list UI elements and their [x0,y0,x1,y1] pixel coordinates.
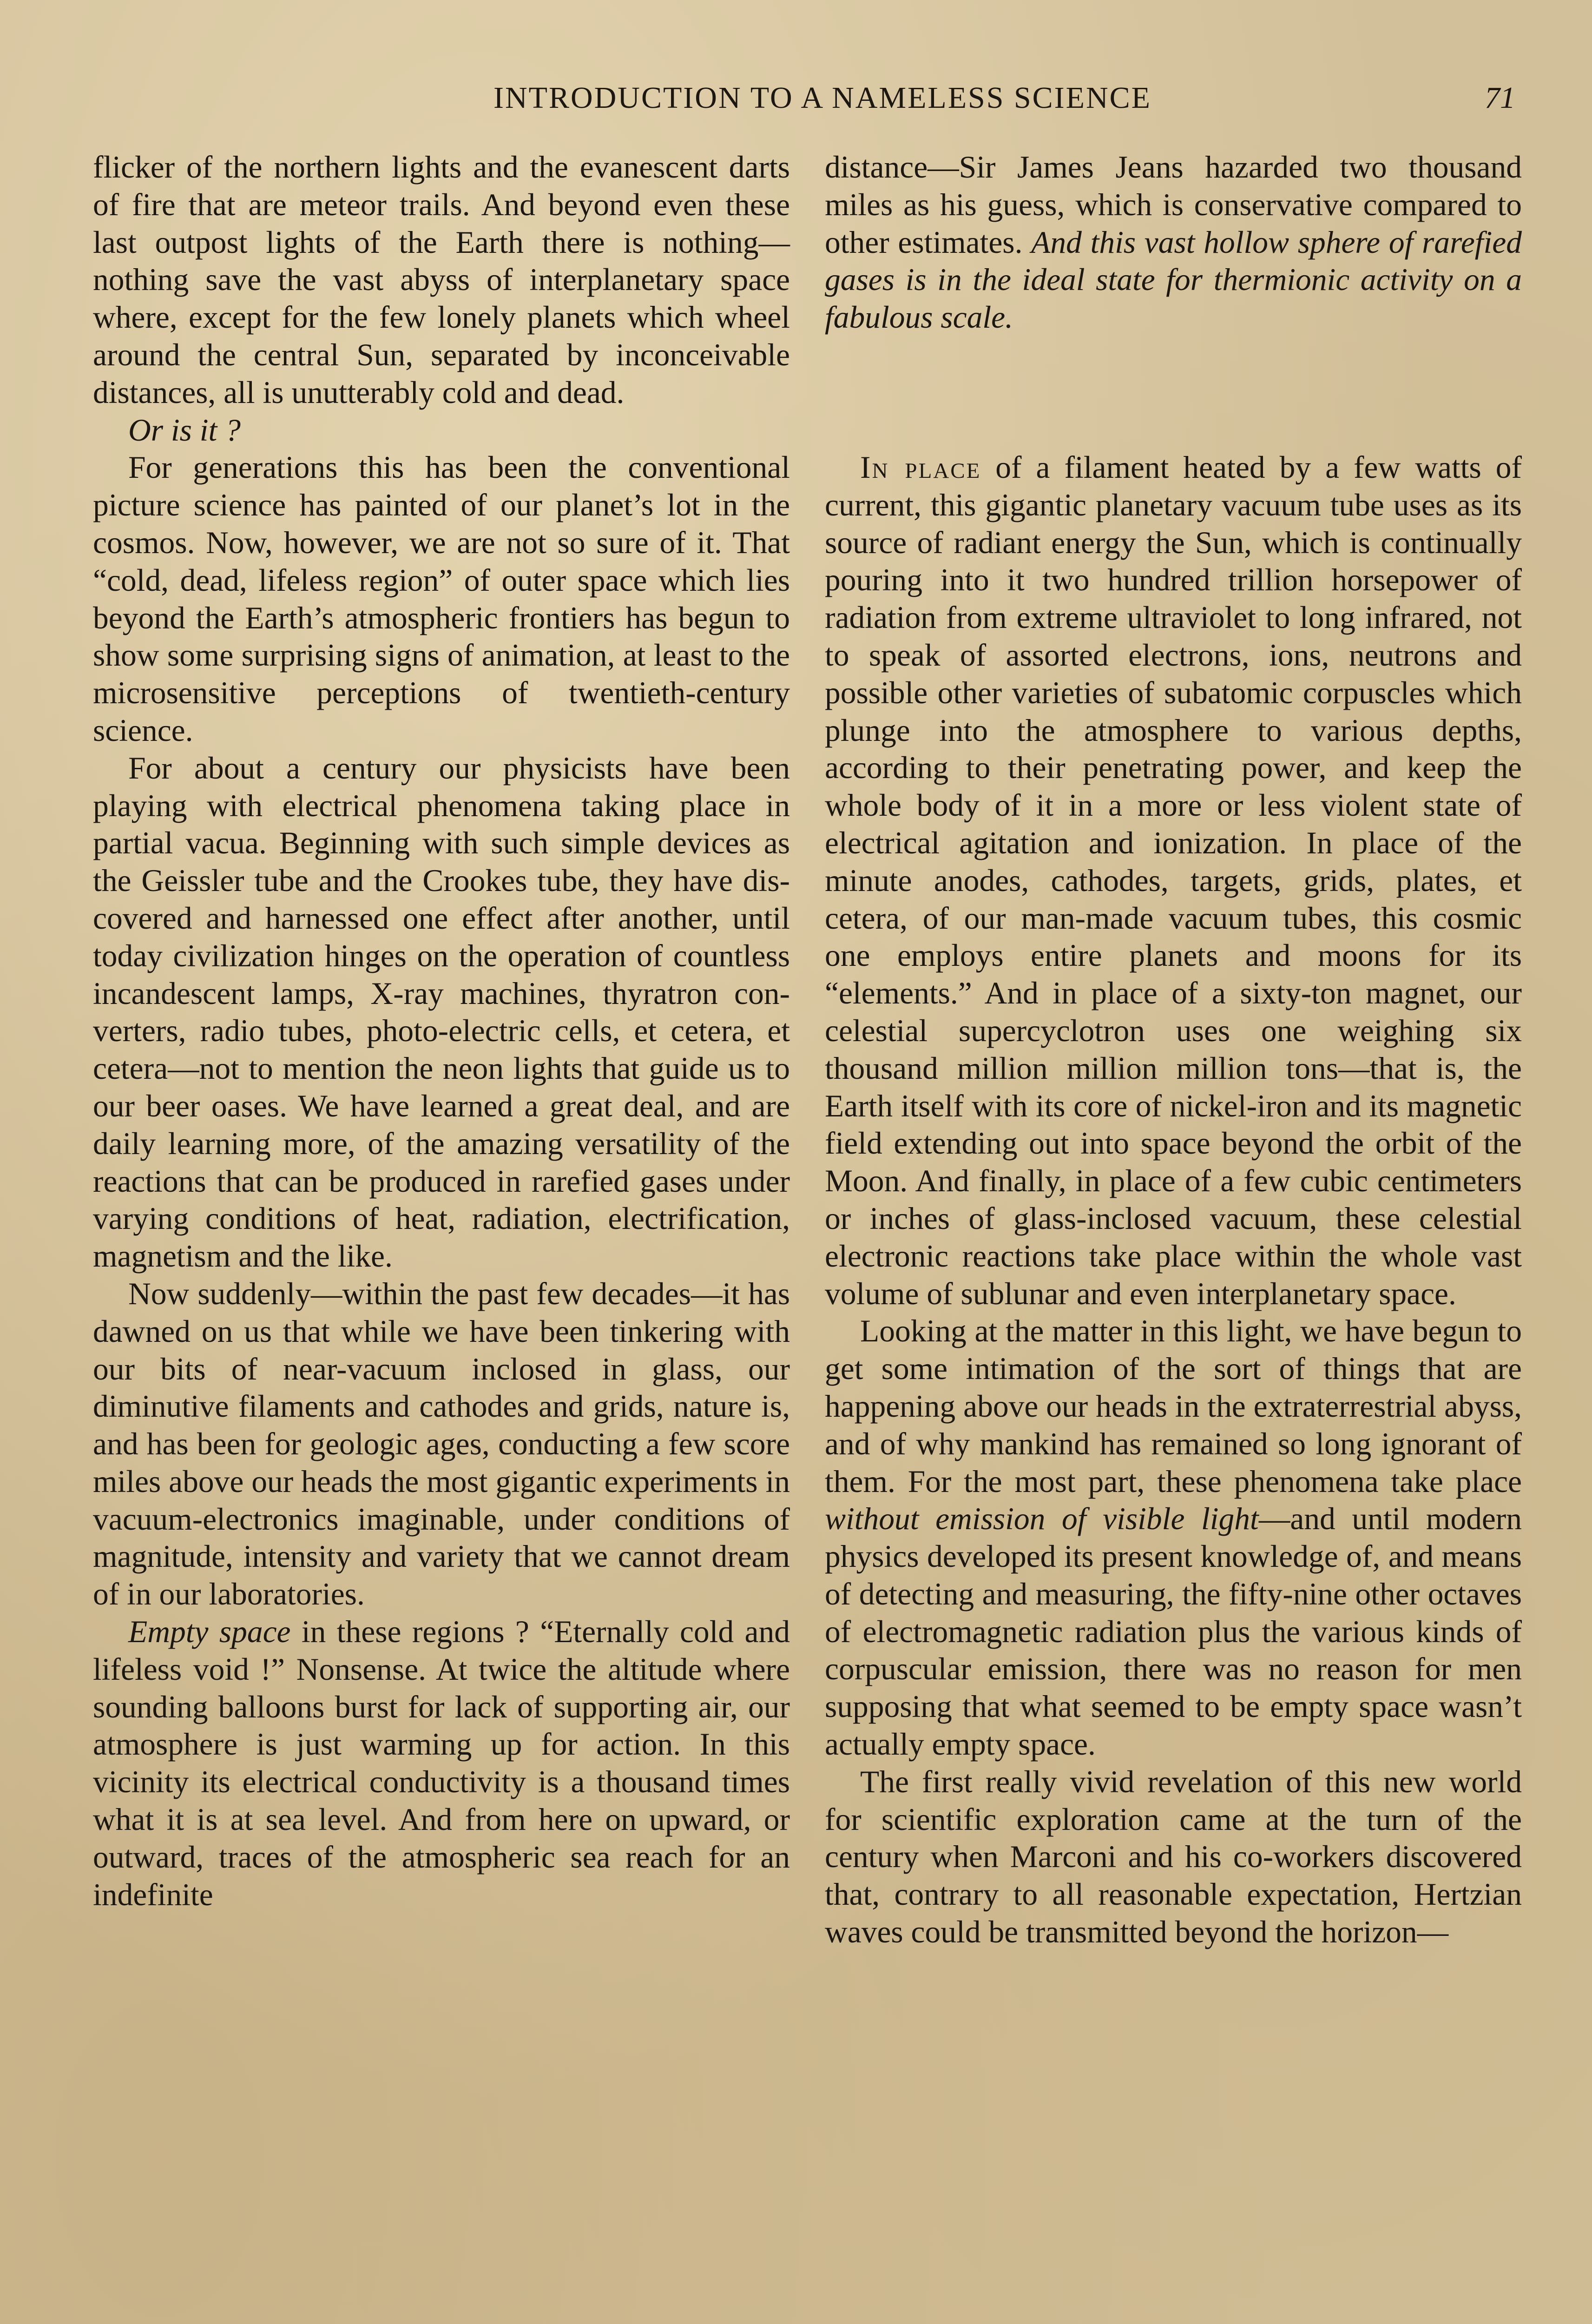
running-head-title: INTRODUCTION TO A NAMELESS SCIENCE [493,81,1151,115]
paragraph: For about a century our physicists have been playing with electrical phenomena taking place in partial vacua. Beginning with such simple devices as the Geissler tube and the Crookes tube, they have discovered and harnessed one effect after another, until today civilization hinges on the operation of countless incandescent lamps, X-ray machines, thyratron converters, radio tubes, photo-electric cells, et cetera, et cetera—not to mention the neon lights that guide us to our beer oases. We have learned a great deal, and are daily learning more, of the amazing versatility of the reactions that can be produced in rarefied gases under varying conditions of heat, radiation, electrification, magnetism and the like. [93,750,790,1274]
italic-question: Or is it ? [128,412,241,448]
page-number: 71 [1485,81,1515,115]
paragraph-section-start [825,449,1522,1313]
small-caps-lead: In place [860,449,981,485]
paragraph-text: in these regions ? “Eternally cold and lifeless void !” Nonsense. At twice the altitude where sounding balloons burst for lack of supporting air, our atmosphere is just warming up for action. In this vicinity its electrical conductivity is a thousand times what it is at sea level. And from here on upward, or outward, traces of the atmospheric sea reach for an indefinite [93,1614,790,1912]
left-column [93,149,790,1914]
paragraph: Now suddenly—within the past few decades—it has dawned on us that while we have been tinkering with our bits of near-vacuum inclosed in glass, our diminutive filaments and cathodes and grids, nature is, and has been for geologic ages, conducting a few score miles above our heads the most gigantic experiments in vacuum-electronics imaginable, under conditions of magnitude, intensity and variety that we cannot dream of in our laboratories. [93,1276,790,1612]
paragraph [93,1613,790,1914]
right-column [825,149,1522,1951]
paragraph [825,1313,1522,1763]
paragraph: flicker of the northern lights and the evanescent darts of fire that are meteor trails. And beyond even these last outpost lights of the Earth there is nothing—nothing save the vast abyss of interplanetary space where, except for the few lonely planets which wheel around the central Sun, separated by inconceivable distances, all is unutterably cold and dead. [93,150,790,410]
paragraph-text: —and until modern physics developed its present knowledge of, and means of detecting and measuring, the fifty-nine other octaves of electromagnetic radiation plus the various kinds of corpuscular emission, there was no reason for men supposing that what seemed to be empty space wasn’t actually empty space. [825,1501,1522,1762]
section-break [825,337,1522,449]
paragraph: The first really vivid revelation of this new world for scientific exploration came at the turn of the century when Marconi and his co-workers discovered that, contrary to all reasonable expectation, Hertzian waves could be transmitted beyond the horizon— [825,1764,1522,1950]
paragraph: For generations this has been the conventional picture science has painted of our planet’s lot in the cosmos. Now, however, we are not so sure of it. That “cold, dead, lifeless region” of outer space which lies beyond the Earth’s atmospheric frontiers has begun to show some surprising signs of animation, at least to the microsensitive perceptions of twentieth-century science. [93,450,790,748]
paragraph-rhetorical-question [93,412,790,449]
italic-phrase: without emission of visible light [825,1501,1259,1537]
italic-phrase: Empty space [128,1614,291,1650]
paragraph [825,149,1522,337]
paragraph-text: of a filament heated by a few watts of current, this gigantic planetary vacuum tube uses as its source of radiant energy the Sun, which is continually pouring into it two hundred trillion horsepower of radiation from extreme ultraviolet to long infrared, not to speak of assorted electrons, ions, neutrons and possible other varieties of subatomic corpuscles which plunge into the atmosphere to various depths, according to their penetrating power, and keep the whole body of it in a more or less violent state of electrical agitation and ionization. In place of the minute anodes, cathodes, targets, grids, plates, et cetera, of our man-made vacuum tubes, this cosmic one employs entire planets and moons for its “elements.” And in place of a sixty-ton magnet, our celestial supercyclotron uses one weighing six thousand million million million tons—that is, the Earth itself with its core of nickel-iron and its magnetic field extending out into space beyond the orbit of the Moon. And finally, in place of a few cubic centimeters or inches of glass-inclosed vacuum, these celestial electronic reactions take place within the whole vast volume of sublunar and even interplanetary space. [825,449,1522,1311]
italic-phrase: And this vast hollow sphere of rarefied gases is in the ideal state for thermionic activity on a fabulous scale. [825,224,1522,335]
paragraph-text: Looking at the matter in this light, we have begun to get some intimation of the sort of things that are happening above our heads in the extraterrestrial abyss, and of why mankind has remained so long ignorant of them. For the most part, these phenomena take place [825,1314,1522,1499]
paragraph-text: distance—Sir James Jeans hazarded two thousand miles as his guess, which is conservative compared to other estimates. [825,150,1522,260]
